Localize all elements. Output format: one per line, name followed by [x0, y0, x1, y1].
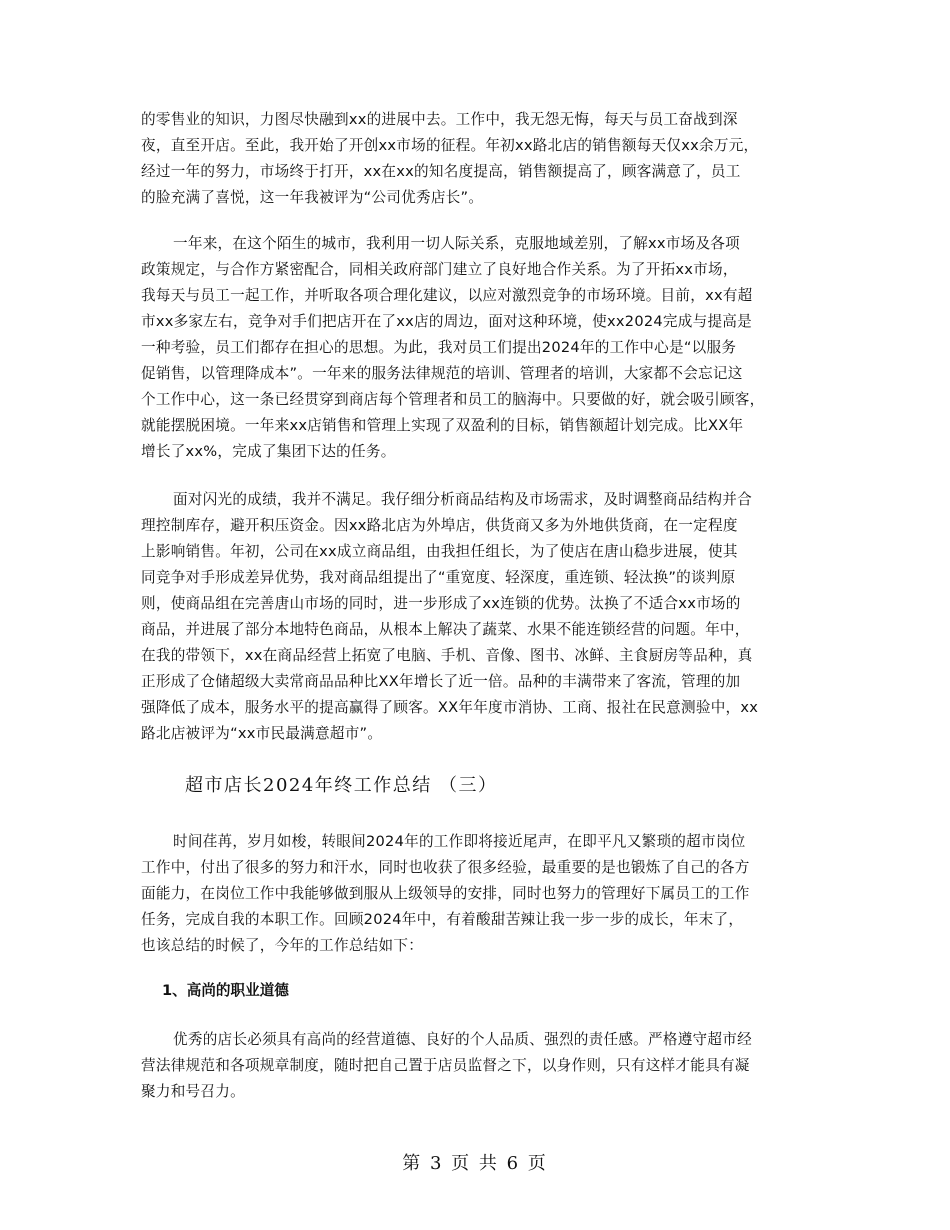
paragraph-line: 正形成了仓储超级大卖常商品品种比XX年增长了近一倍。品种的丰满带来了客流，管理的加 [141, 673, 741, 690]
paragraph-line: 促销售，以管理降成本”。一年来的服务法律规范的培训、管理者的培训，大家都不会忘记这 [141, 365, 743, 382]
paragraph-line: 路北店被评为“xx市民最满意超市”。 [141, 725, 383, 742]
paragraph-line: 我每天与员工一起工作，并听取各项合理化建议，以应对激烈竞争的市场环境。目前，xx有超 [141, 287, 753, 304]
paragraph-line: 经过一年的努力，市场终于打开，xx在xx的知名度提高，销售额提高了，顾客满意了，员工 [141, 163, 741, 180]
paragraph-line: 面对闪光的成绩，我并不满足。我仔细分析商品结构及市场需求，及时调整商品结构并合 [173, 491, 752, 508]
page-number-footer: 第 3 页 共 6 页 [402, 1153, 548, 1174]
subheading-professional-ethics: 1、高尚的职业道德 [162, 982, 289, 999]
paragraph-line: 夜，直至开店。至此，我开始了开创xx市场的征程。年初xx路北店的销售额每天仅xx余万元， [141, 137, 759, 154]
paragraph-line: 理控制库存，避开积压资金。因xx路北店为外埠店，供货商又多为外地供货商，在一定程度 [141, 517, 738, 534]
paragraph-line: 上影响销售。年初，公司在xx成立商品组，由我担任组长，为了使店在唐山稳步进展，使其 [141, 543, 738, 560]
paragraph-line: 时间荏苒，岁月如梭，转眼间2024年的工作即将接近尾声，在即平凡又繁琐的超市岗位 [173, 833, 746, 850]
paragraph-line: 面能力，在岗位工作中我能够做到服从上级领导的安排，同时也努力的管理好下属员工的工作 [141, 885, 750, 902]
paragraph-line: 的零售业的知识，力图尽快融到xx的进展中去。工作中，我无怨无悔，每天与员工奋战到深 [141, 111, 738, 128]
paragraph-line: 也该总结的时候了，今年的工作总结如下： [141, 937, 424, 954]
paragraph-line: 一年来，在这个陌生的城市，我利用一切人际关系，克服地域差别，了解xx市场及各项 [173, 235, 740, 252]
paragraph-line: 市xx多家左右，竞争对手们把店开在了xx店的周边，面对这种环境，使xx2024完成与提高是 [141, 313, 752, 330]
section-heading: 超市店长2024年终工作总结 （三） [185, 775, 498, 796]
paragraph-line: 同竞争对手形成差异优势，我对商品组提出了“重宽度、轻深度，重连锁、轻汰换”的谈判原 [141, 569, 736, 586]
paragraph-line: 聚力和号召力。 [141, 1083, 245, 1100]
paragraph-line: 增长了xx%，完成了集团下达的任务。 [141, 443, 396, 460]
paragraph-line: 政策规定，与合作方紧密配合，同相关政府部门建立了良好地合作关系。为了开拓xx市场， [141, 261, 738, 278]
paragraph-line: 强降低了成本，服务水平的提高赢得了顾客。XX年年度市消协、工商、报社在民意测验中，xx [141, 699, 759, 716]
paragraph-line: 就能摆脱困境。一年来xx店销售和管理上实现了双盈利的目标，销售额超计划完成。比XX年 [141, 417, 744, 434]
paragraph-line: 商品，并进展了部分本地特色商品，从根本上解决了蔬菜、水果不能连锁经营的问题。年中， [141, 621, 750, 638]
paragraph-line: 一种考验，员工们都存在担心的思想。为此，我对员工们提出2024年的工作中心是“以服务 [141, 339, 737, 356]
paragraph-line: 个工作中心，这一条已经贯穿到商店每个管理者和员工的脑海中。只要做的好，就会吸引顾客， [141, 391, 765, 408]
paragraph-line: 的脸充满了喜悦，这一年我被评为“公司优秀店长”。 [141, 189, 484, 206]
paragraph-line: 营法律规范和各项规章制度，随时把自己置于店员监督之下，以身作则，只有这样才能具有凝 [141, 1057, 750, 1074]
paragraph-line: 在我的带领下，xx在商品经营上拓宽了电脑、手机、音像、图书、冰鲜、主食厨房等品种，真 [141, 647, 753, 664]
paragraph-line: 任务，完成自我的本职工作。回顾2024年中，有着酸甜苦辣让我一步一步的成长，年末了， [141, 911, 744, 928]
paragraph-line: 则，使商品组在完善唐山市场的同时，进一步形成了xx连锁的优势。汰换了不适合xx市场的 [141, 595, 741, 612]
paragraph-line: 优秀的店长必须具有高尚的经营道德、良好的个人品质、强烈的责任感。严格遵守超市经 [173, 1031, 752, 1048]
paragraph-line: 工作中，付出了很多的努力和汗水，同时也收获了很多经验，最重要的是也锻炼了自己的各方 [141, 859, 750, 876]
